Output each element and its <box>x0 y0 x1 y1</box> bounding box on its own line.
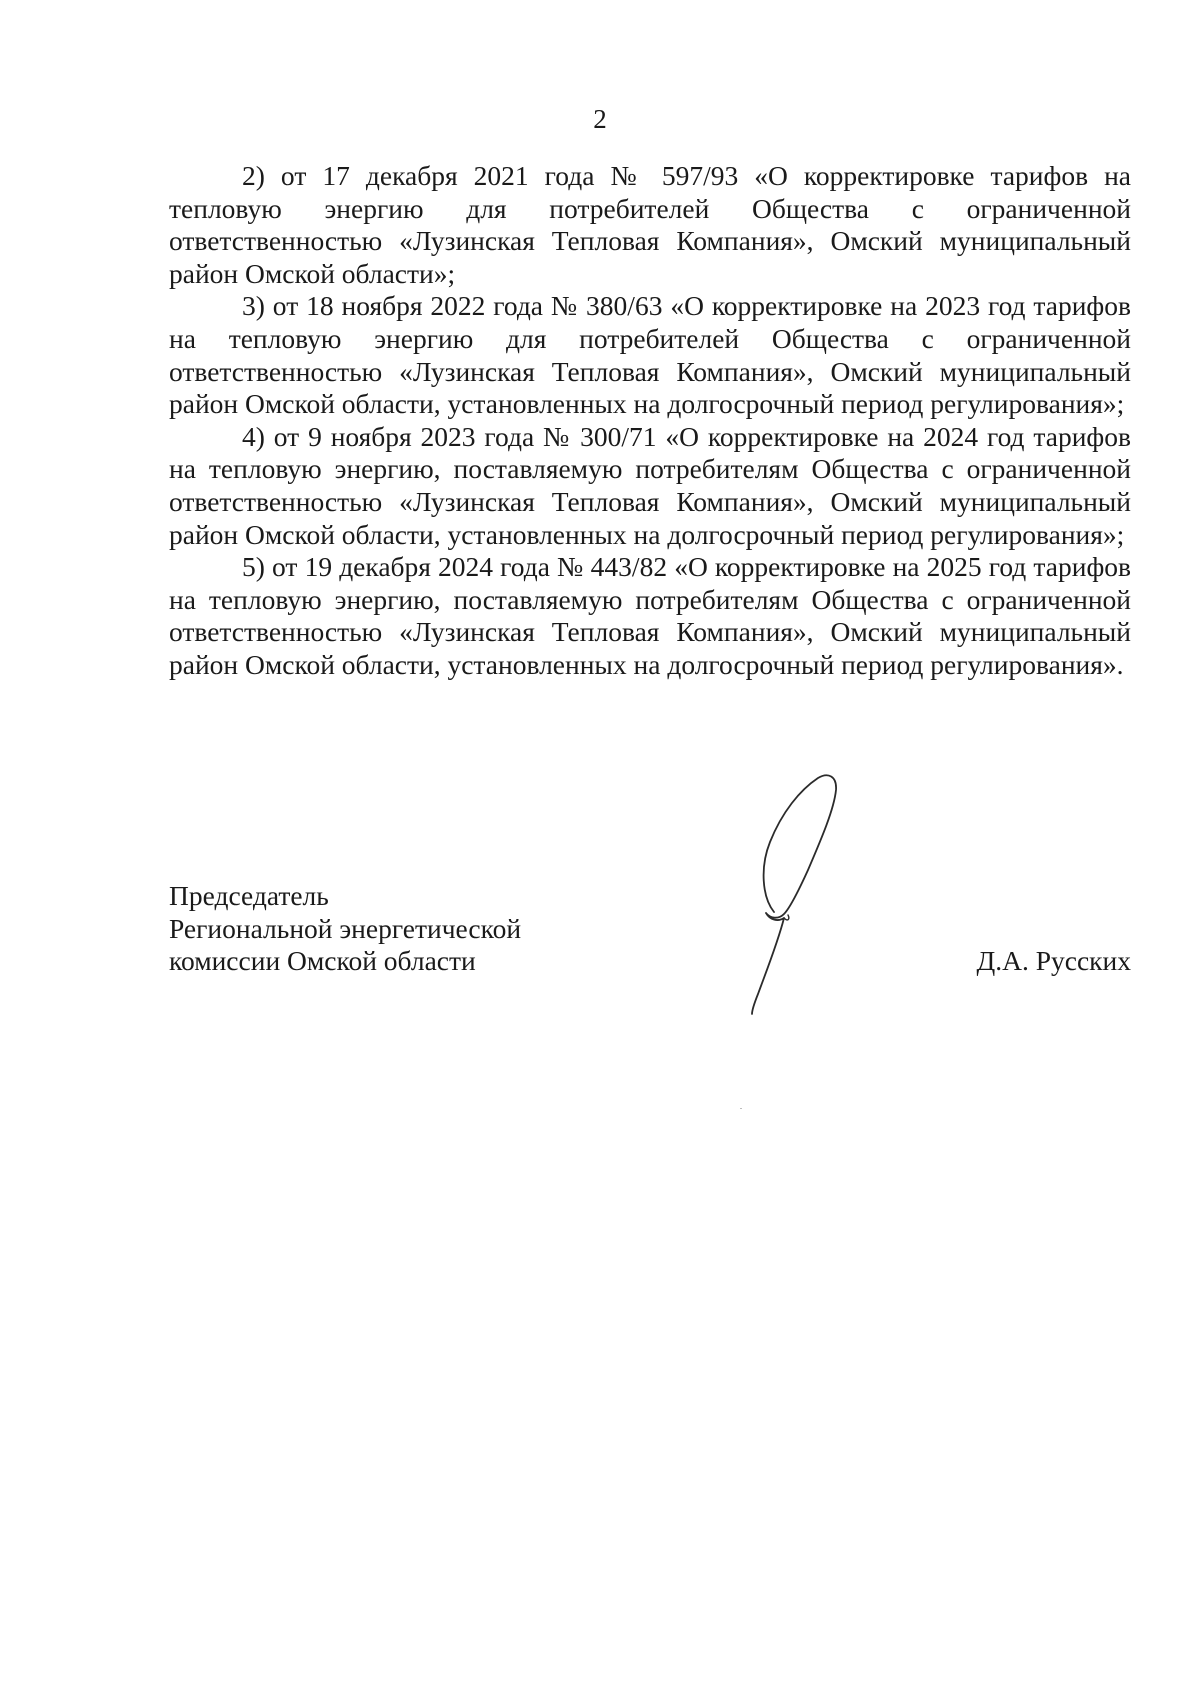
list-item-3: 3) от 18 ноября 2022 года № 380/63 «О корректировке на 2023 год тарифов на тепловую энергию для потребителей Общества с ограниченной ответственностью «Лузинская Тепловая Компания», Омский муниципальный район Омской области, установленных на долгосрочный период регулирования»; <box>169 290 1131 420</box>
page-number: 2 <box>593 104 607 134</box>
signatory-position-line-3: комиссии Омской области <box>169 945 476 977</box>
document-body <box>169 160 1131 682</box>
signatory-name: Д.А. Русских <box>976 945 1131 976</box>
list-item-4: 4) от 9 ноября 2023 года № 300/71 «О корректировке на 2024 год тарифов на тепловую энергию, поставляемую потребителям Общества с ограниченной ответственностью «Лузинская Тепловая Компания», Омский муниципальный район Омской области, установленных на долгосрочный период регулирования»; <box>169 420 1131 550</box>
handwritten-signature <box>740 772 870 1022</box>
signatory-position <box>169 880 521 978</box>
list-item-5: 5) от 19 декабря 2024 года № 443/82 «О корректировке на 2025 год тарифов на тепловую энергию, поставляемую потребителям Общества с ограниченной ответственностью «Лузинская Тепловая Компания», Омский муниципальный район Омской области, установленных на долгосрочный период регулирования». <box>169 551 1131 680</box>
list-item-2: 2) от 17 декабря 2021 года № 597/93 «О корректировке тарифов на тепловую энергию для потребителей Общества с ограниченной ответственностью «Лузинская Тепловая Компания», Омский муниципальный район Омской области»; <box>169 160 1131 289</box>
scan-speck <box>740 1108 742 1109</box>
signatory-position-line-2: Региональной энергетической <box>169 912 522 944</box>
signatory-position-line-1: Председатель <box>169 880 329 911</box>
